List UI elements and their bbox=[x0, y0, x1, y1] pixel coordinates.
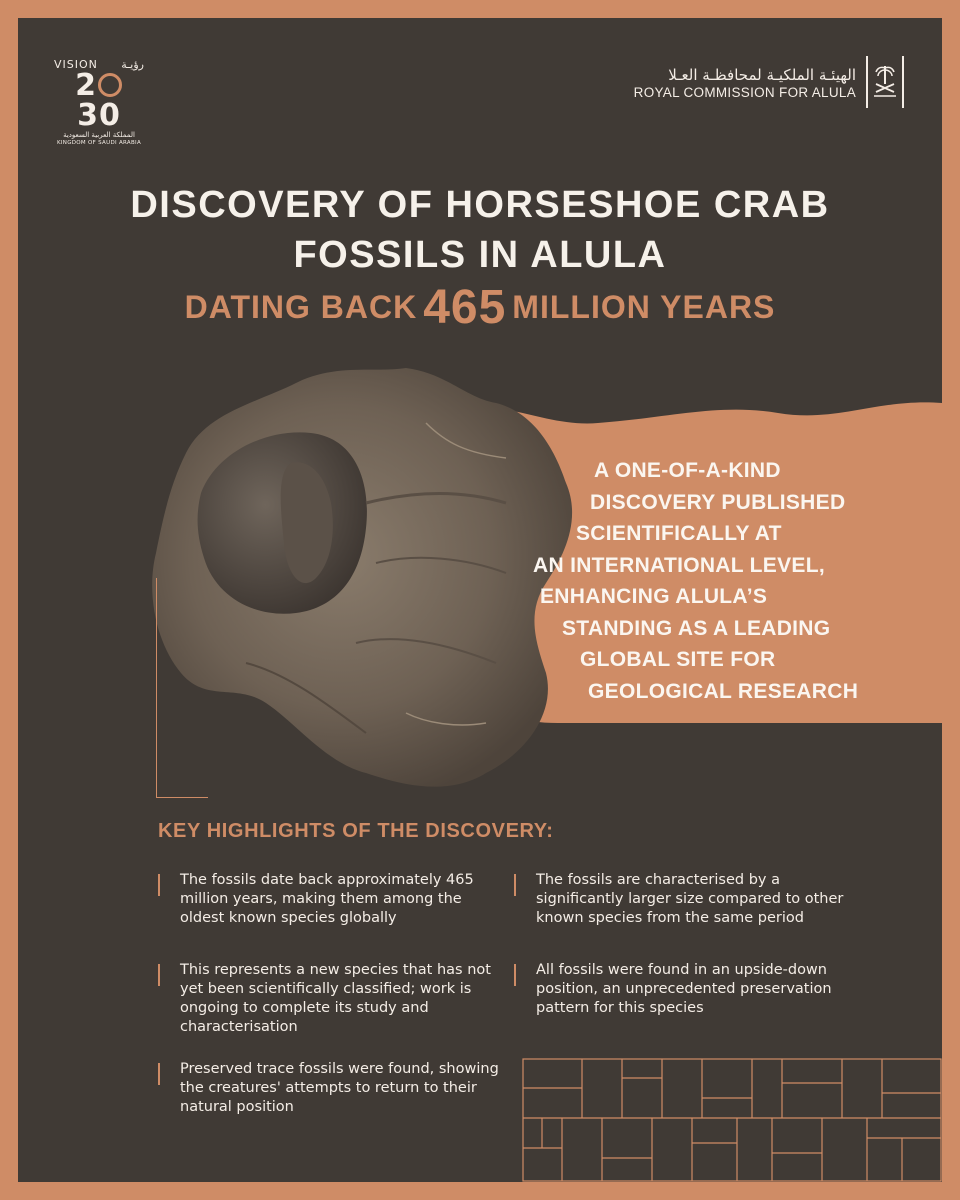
frame-line-vertical bbox=[156, 578, 157, 798]
highlight-item: The fossils are characterised by a significantly larger size compared to other known species from the same period bbox=[514, 871, 866, 928]
vision-kingdom-ar: المملكة العربية السعودية bbox=[63, 131, 135, 139]
decorative-tile-pattern bbox=[522, 1058, 942, 1182]
title-line-1: DISCOVERY OF HORSESHOE CRAB bbox=[130, 184, 830, 226]
subtitle-number: 465 bbox=[423, 281, 507, 334]
statement-line: STANDING AS A LEADING bbox=[562, 616, 831, 640]
subtitle bbox=[18, 280, 942, 335]
poster bbox=[18, 18, 942, 1182]
statement-line: DISCOVERY PUBLISHED bbox=[590, 490, 846, 514]
statement-line: ENHANCING ALULA’S bbox=[540, 585, 768, 608]
highlight-item: The fossils date back approximately 465 million years, making them among the oldest known species globally bbox=[158, 871, 510, 928]
highlights-heading: KEY HIGHLIGHTS OF THE DISCOVERY: bbox=[158, 820, 554, 842]
highlight-item: This represents a new species that has not yet been scientifically classified; work is ongoing to complete its study and characterisation bbox=[158, 961, 510, 1037]
rcu-english-name: ROYAL COMMISSION FOR ALULA bbox=[633, 84, 856, 100]
vision-2030-logo bbox=[54, 58, 144, 146]
statement-line: GLOBAL SITE FOR bbox=[580, 648, 776, 671]
rcu-arabic-name: الهيئـة الملكيـة لمحافظـة العـلا bbox=[668, 65, 856, 84]
subtitle-prefix: DATING BACK bbox=[184, 289, 418, 325]
rcu-logo bbox=[634, 56, 904, 108]
vision-word: VISION bbox=[54, 58, 98, 71]
statement-line: GEOLOGICAL RESEARCH bbox=[588, 679, 859, 703]
highlight-item: All fossils were found in an upside-down position, an unprecedented preservation pattern for this species bbox=[514, 961, 866, 1018]
statement-line: A ONE-OF-A-KIND bbox=[594, 459, 781, 482]
statement-line: SCIENTIFICALLY AT bbox=[576, 522, 782, 545]
highlight-item: Preserved trace fossils were found, showing the creatures' attempts to return to their natural position bbox=[158, 1060, 510, 1117]
vision-year-a: 2 bbox=[75, 68, 97, 103]
vision-kingdom-en: KINGDOM OF SAUDI ARABIA bbox=[56, 140, 142, 146]
flower-icon bbox=[98, 73, 122, 97]
frame-line-horizontal bbox=[156, 797, 208, 798]
palm-swords-emblem-icon bbox=[866, 56, 904, 108]
vision-year-b: 30 bbox=[77, 98, 121, 133]
page-title bbox=[18, 180, 942, 280]
vision-arabic: رؤيـة bbox=[121, 58, 144, 71]
title-line-2: FOSSILS IN ALULA bbox=[293, 234, 667, 276]
statement-line: AN INTERNATIONAL LEVEL, bbox=[533, 553, 825, 577]
subtitle-suffix: MILLION YEARS bbox=[512, 289, 776, 325]
discovery-statement bbox=[518, 455, 878, 707]
